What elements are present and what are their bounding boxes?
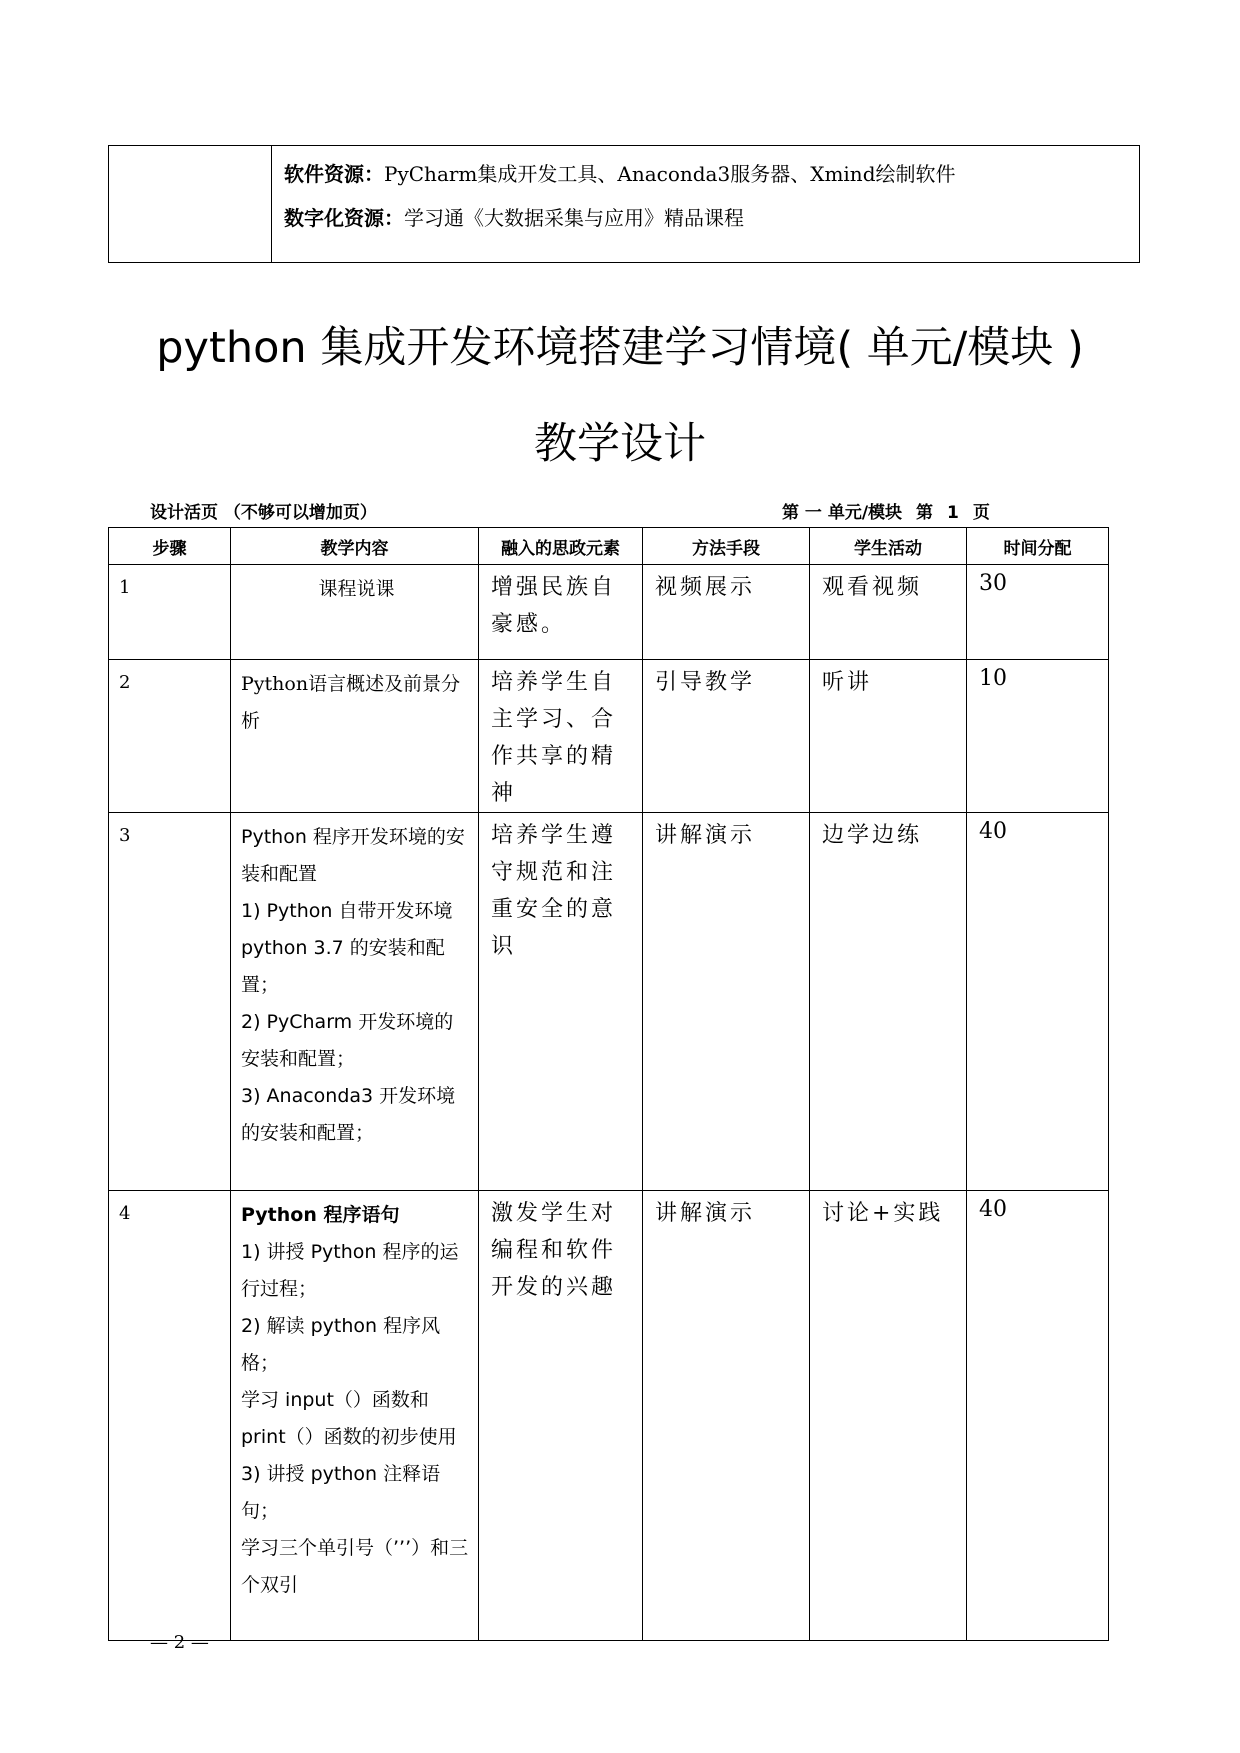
unit-page-indicator: 第 一 单元/模块 第 1 页 [782, 503, 990, 523]
worksheet-note: 设计活页 （不够可以增加页） [150, 503, 377, 523]
activity-cell: 边学边练 [810, 813, 967, 1191]
time-cell: 10 [967, 660, 1109, 813]
method-cell: 讲解演示 [643, 1191, 810, 1641]
activity-cell: 讨论+实践 [810, 1191, 967, 1641]
resources-content-cell [272, 146, 1140, 263]
document-subtitle: 教学设计 [534, 419, 706, 469]
header-activity: 学生活动 [810, 528, 967, 565]
method-cell: 讲解演示 [643, 813, 810, 1191]
resources-table [108, 145, 1140, 263]
digital-resources: 数字化资源：学习通《大数据采集与应用》精品课程 [284, 206, 744, 230]
header-ideology: 融入的思政元素 [479, 528, 643, 565]
table-row [109, 660, 1109, 813]
step-cell: 1 [109, 565, 231, 660]
activity-cell: 观看视频 [810, 565, 967, 660]
time-cell: 40 [967, 813, 1109, 1191]
step-cell: 2 [109, 660, 231, 813]
ideology-cell: 增强民族自豪感。 [479, 565, 643, 660]
content-cell: Python 程序开发环境的安装和配置 1) Python 自带开发环境 python 3.7 的安装和配置； 2) PyCharm 开发环境的安装和配置； 3) Anaconda3 开发环境的安装和配置； [231, 813, 479, 1191]
table-row [109, 1191, 1109, 1641]
header-method: 方法手段 [643, 528, 810, 565]
method-cell: 视频展示 [643, 565, 810, 660]
table-row [109, 813, 1109, 1191]
ideology-cell: 培养学生自主学习、合作共享的精神 [479, 660, 643, 813]
table-row [109, 565, 1109, 660]
document-title: python 集成开发环境搭建学习情境( 单元/模块 ) [156, 323, 1084, 373]
content-cell: 课程说课 [231, 565, 479, 660]
step-cell: 4 [109, 1191, 231, 1641]
activity-cell: 听讲 [810, 660, 967, 813]
time-cell: 40 [967, 1191, 1109, 1641]
content-cell: Python 程序语句 1) 讲授 Python 程序的运行过程； 2) 解读 python 程序风格； 学习 input（）函数和 print（）函数的初步使用 3) 讲授 python 注释语句； 学习三个单引号（’’’）和三个双引 [231, 1191, 479, 1641]
step-cell: 3 [109, 813, 231, 1191]
ideology-cell: 激发学生对编程和软件开发的兴趣 [479, 1191, 643, 1641]
lesson-plan-table [108, 527, 1109, 1641]
page-number: — 2 — [150, 1632, 209, 1653]
resources-label-cell [109, 146, 272, 263]
time-cell: 30 [967, 565, 1109, 660]
software-resources: 软件资源：PyCharm集成开发工具、Anaconda3服务器、Xmind绘制软件 [284, 162, 956, 186]
header-time: 时间分配 [967, 528, 1109, 565]
header-step: 步骤 [109, 528, 231, 565]
method-cell: 引导教学 [643, 660, 810, 813]
content-cell: Python语言概述及前景分析 [231, 660, 479, 813]
ideology-cell: 培养学生遵守规范和注重安全的意识 [479, 813, 643, 1191]
header-content: 教学内容 [231, 528, 479, 565]
table-header-row [109, 528, 1109, 565]
